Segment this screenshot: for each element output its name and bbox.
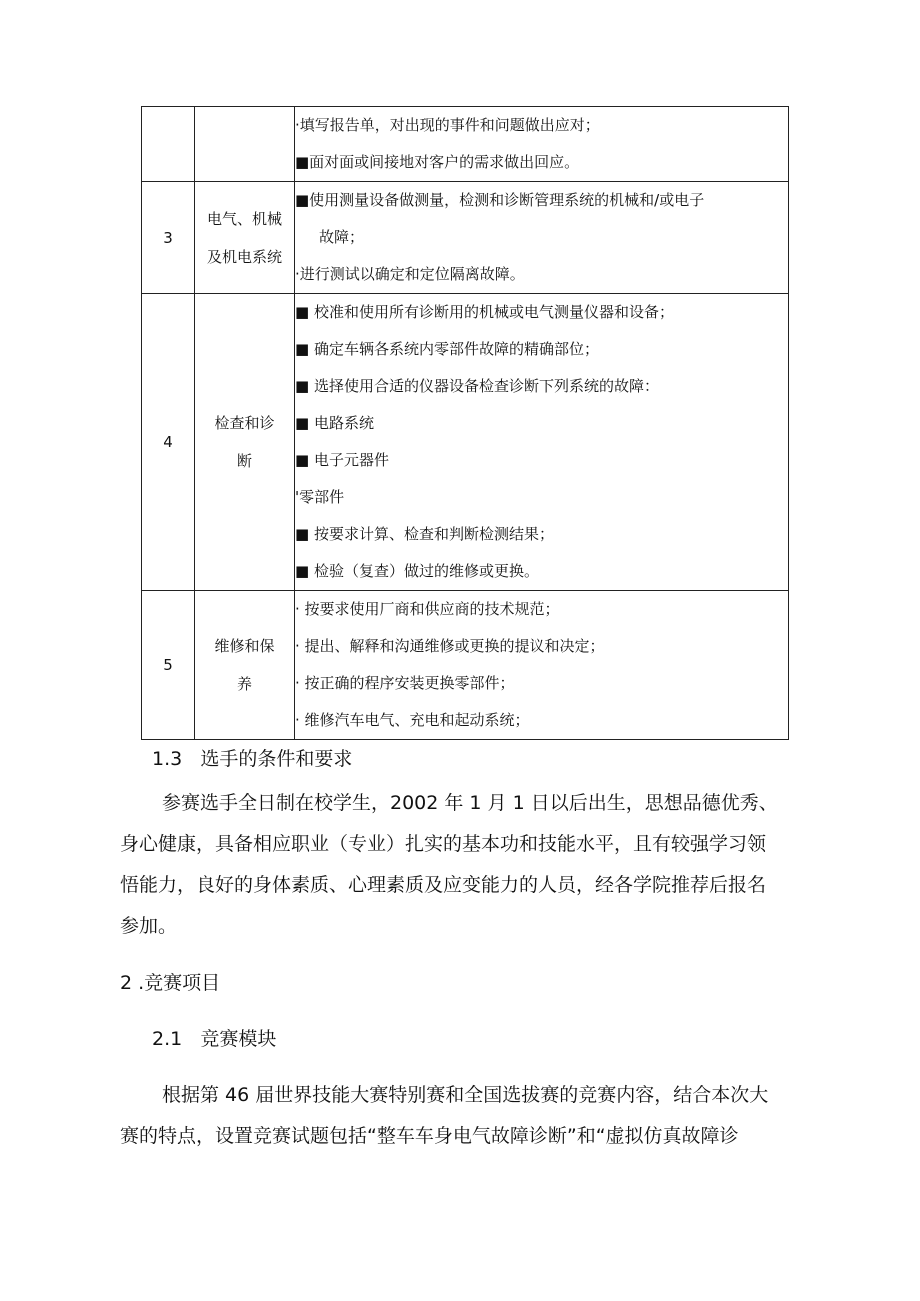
row-number: 5 (142, 591, 195, 740)
list-item: ·填写报告单，对出现的事件和问题做出应对； (295, 116, 600, 134)
list-item: ■ 选择使用合适的仪器设备检查诊断下列系统的故障： (295, 377, 659, 395)
category-line: 维修和保 (214, 637, 275, 655)
paragraph-line: 参加。 (120, 915, 178, 937)
row-items (295, 591, 789, 740)
section-title: .竞赛项目 (138, 972, 221, 994)
paragraph-line: 赛的特点，设置竞赛试题包括“整车车身电气故障诊断”和“虚拟仿真故障诊 (120, 1125, 739, 1147)
list-item: ■ 电路系统 (295, 414, 374, 432)
category-line: 检查和诊 (214, 414, 275, 432)
table-row (142, 107, 789, 182)
section-heading-2 (120, 968, 220, 995)
list-item: '零部件 (295, 488, 345, 506)
list-item: ■ 按要求计算、检查和判断检测结果； (295, 525, 554, 543)
section-number: 2.1 (152, 1028, 183, 1050)
section-title: 竞赛模块 (200, 1028, 277, 1050)
row-number: 4 (142, 294, 195, 591)
list-item: ■使用测量设备做测量，检测和诊断管理系统的机械和/或电子 (295, 191, 705, 209)
list-item: ■ 电子元器件 (295, 451, 389, 469)
row-number (142, 107, 195, 182)
row-category (195, 107, 295, 182)
list-item: · 按要求使用厂商和供应商的技术规范； (295, 600, 560, 618)
row-items (295, 182, 789, 294)
list-item: ■ 校准和使用所有诊断用的机械或电气测量仪器和设备； (295, 303, 674, 321)
list-item: 故障； (319, 228, 365, 246)
category-line: 及机电系统 (206, 247, 282, 266)
paragraph-line: 悟能力，良好的身体素质、心理素质及应变能力的人员，经各学院推荐后报名 (120, 874, 767, 896)
competency-table (141, 106, 789, 740)
row-category (195, 182, 295, 294)
list-item: · 提出、解释和沟通维修或更换的提议和决定； (295, 637, 605, 655)
paragraph-line: 参赛选手全日制在校学生，2002 年 1 月 1 日以后出生，思想品德优秀、 (162, 792, 778, 814)
list-item: ■ 确定车辆各系统内零部件故障的精确部位； (295, 340, 599, 358)
list-item: · 按正确的程序安装更换零部件； (295, 674, 515, 692)
list-item: ■ 检验（复查）做过的维修或更换。 (295, 562, 539, 580)
section-paragraph (120, 783, 810, 947)
section-title: 选手的条件和要求 (200, 748, 353, 770)
row-number: 3 (142, 182, 195, 294)
section-heading-1-3 (152, 744, 352, 771)
list-item: ■面对面或间接地对客户的需求做出回应。 (295, 153, 580, 171)
category-line: 养 (236, 675, 252, 693)
section-number: 2 (120, 972, 133, 994)
row-category (195, 591, 295, 740)
row-category (195, 294, 295, 591)
section-number: 1.3 (152, 748, 183, 770)
paragraph-line: 身心健康，具备相应职业（专业）扎实的基本功和技能水平，且有较强学习领 (120, 833, 767, 855)
row-items (295, 294, 789, 591)
paragraph-line: 根据第 46 届世界技能大赛特别赛和全国选拔赛的竞赛内容，结合本次大 (162, 1084, 769, 1106)
category-line: 电气、机械 (206, 209, 282, 228)
table-row (142, 591, 789, 740)
list-item: ·进行测试以确定和定位隔离故障。 (295, 265, 525, 283)
table-row (142, 294, 789, 591)
list-item: · 维修汽车电气、充电和起动系统； (295, 711, 530, 729)
table-row (142, 182, 789, 294)
row-items (295, 107, 789, 182)
section-paragraph (120, 1075, 810, 1157)
section-heading-2-1 (152, 1024, 276, 1051)
category-line: 断 (236, 452, 252, 470)
